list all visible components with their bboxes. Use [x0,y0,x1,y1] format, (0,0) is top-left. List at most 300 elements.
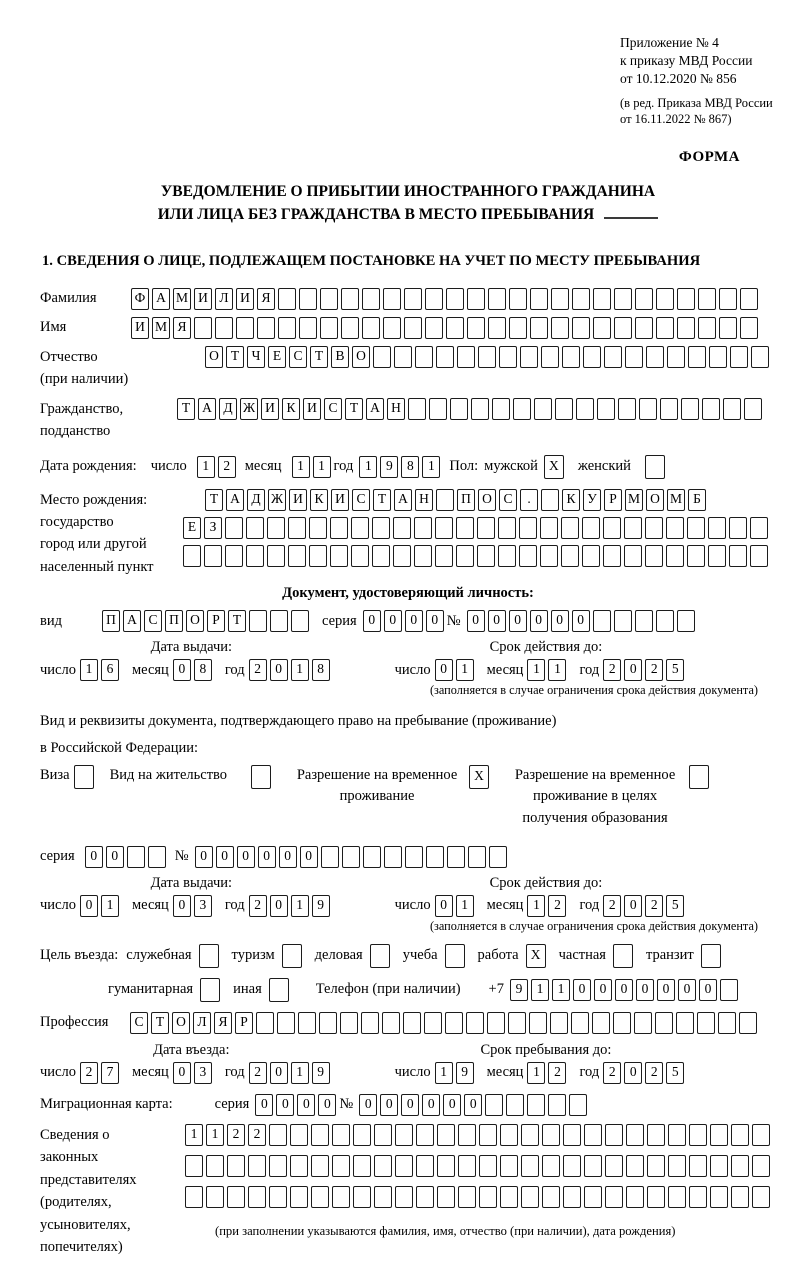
citizenship-char-box[interactable] [660,398,678,420]
citizenship-char-box[interactable] [555,398,573,420]
representatives-char-box[interactable] [290,1124,308,1146]
representatives-char-box[interactable] [269,1155,287,1177]
representatives-char-box[interactable] [248,1155,266,1177]
doc-number-box[interactable]: 0 [551,610,569,632]
birth-place-char-box[interactable] [330,517,348,539]
name-char-box[interactable] [614,317,632,339]
representatives-char-box[interactable] [584,1155,602,1177]
stay-day-box[interactable]: 9 [456,1062,474,1084]
representatives-char-box[interactable] [668,1186,686,1208]
identity-issue-month-box[interactable]: 8 [194,659,212,681]
name-char-box[interactable] [299,317,317,339]
residence-valid-month-box[interactable]: 1 [527,895,545,917]
surname-char-box[interactable] [362,288,380,310]
residence-number-box[interactable] [363,846,381,868]
identity-issue-year-box[interactable]: 0 [270,659,288,681]
residence-number-box[interactable]: 0 [258,846,276,868]
surname-char-box[interactable] [446,288,464,310]
birth-month-box[interactable]: 1 [313,456,331,478]
migration-series-box[interactable]: 0 [255,1094,273,1116]
migration-series-box[interactable]: 0 [318,1094,336,1116]
birth-place-char-box[interactable] [351,545,369,567]
representatives-char-box[interactable] [374,1186,392,1208]
representatives-char-box[interactable] [500,1155,518,1177]
citizenship-char-box[interactable] [471,398,489,420]
representatives-char-box[interactable] [374,1155,392,1177]
birth-place-char-box[interactable]: И [289,489,307,511]
name-char-box[interactable] [236,317,254,339]
identity-issue-year-box[interactable]: 8 [312,659,330,681]
name-char-box[interactable] [593,317,611,339]
birth-place-char-box[interactable] [414,545,432,567]
birth-place-char-box[interactable] [624,545,642,567]
purpose-private-box[interactable] [613,944,633,968]
surname-char-box[interactable] [551,288,569,310]
citizenship-char-box[interactable] [681,398,699,420]
birth-place-char-box[interactable] [204,545,222,567]
citizenship-char-box[interactable]: Ж [240,398,258,420]
surname-char-box[interactable] [320,288,338,310]
identity-issue-month-box[interactable]: 0 [173,659,191,681]
patronymic-char-box[interactable] [688,346,706,368]
representatives-char-box[interactable] [458,1155,476,1177]
surname-char-box[interactable]: Л [215,288,233,310]
birth-place-char-box[interactable] [666,517,684,539]
profession-char-box[interactable] [592,1012,610,1034]
representatives-char-box[interactable] [395,1186,413,1208]
birth-month-box[interactable]: 1 [292,456,310,478]
purpose-transit-box[interactable] [701,944,721,968]
doc-kind-char-box[interactable]: Р [207,610,225,632]
profession-char-box[interactable] [529,1012,547,1034]
doc-number-box[interactable] [656,610,674,632]
citizenship-char-box[interactable] [702,398,720,420]
doc-series-box[interactable]: 0 [426,610,444,632]
doc-kind-char-box[interactable] [270,610,288,632]
phone-digit-box[interactable]: 0 [678,979,696,1001]
birth-place-char-box[interactable]: Т [373,489,391,511]
representatives-char-box[interactable] [416,1155,434,1177]
name-char-box[interactable] [257,317,275,339]
citizenship-char-box[interactable] [744,398,762,420]
doc-number-box[interactable] [614,610,632,632]
patronymic-char-box[interactable] [583,346,601,368]
migration-number-box[interactable]: 0 [422,1094,440,1116]
citizenship-char-box[interactable]: И [303,398,321,420]
birth-place-char-box[interactable] [519,517,537,539]
citizenship-char-box[interactable] [450,398,468,420]
birth-place-char-box[interactable] [267,545,285,567]
surname-char-box[interactable] [467,288,485,310]
birth-place-char-box[interactable] [729,517,747,539]
birth-place-char-box[interactable] [729,545,747,567]
migration-number-box[interactable]: 0 [464,1094,482,1116]
representatives-char-box[interactable] [332,1186,350,1208]
citizenship-char-box[interactable]: А [366,398,384,420]
phone-digit-box[interactable]: 0 [636,979,654,1001]
birth-place-char-box[interactable] [393,545,411,567]
entry-year-box[interactable]: 9 [312,1062,330,1084]
visa-checkbox-box[interactable] [74,765,94,789]
representatives-char-box[interactable] [437,1186,455,1208]
citizenship-char-box[interactable] [492,398,510,420]
representatives-char-box[interactable] [626,1124,644,1146]
representatives-char-box[interactable] [542,1155,560,1177]
profession-char-box[interactable] [739,1012,757,1034]
name-char-box[interactable] [194,317,212,339]
representatives-char-box[interactable] [668,1124,686,1146]
birth-place-char-box[interactable]: О [478,489,496,511]
entry-day-box[interactable]: 7 [101,1062,119,1084]
representatives-char-box[interactable] [185,1186,203,1208]
representatives-char-box[interactable] [290,1155,308,1177]
profession-char-box[interactable]: С [130,1012,148,1034]
patronymic-char-box[interactable] [394,346,412,368]
patronymic-char-box[interactable]: Т [310,346,328,368]
name-char-box[interactable]: Я [173,317,191,339]
name-char-box[interactable] [656,317,674,339]
doc-number-box[interactable] [635,610,653,632]
profession-char-box[interactable] [445,1012,463,1034]
migration-number-box[interactable] [527,1094,545,1116]
profession-char-box[interactable]: Л [193,1012,211,1034]
birth-place-char-box[interactable] [246,545,264,567]
doc-kind-char-box[interactable]: А [123,610,141,632]
representatives-char-box[interactable] [731,1155,749,1177]
residence-valid-year-box[interactable]: 5 [666,895,684,917]
birth-place-char-box[interactable] [541,489,559,511]
representatives-char-box[interactable] [752,1124,770,1146]
doc-number-box[interactable]: 0 [509,610,527,632]
birth-place-char-box[interactable]: П [457,489,475,511]
surname-char-box[interactable] [341,288,359,310]
doc-series-box[interactable]: 0 [363,610,381,632]
citizenship-char-box[interactable] [408,398,426,420]
doc-series-box[interactable]: 0 [405,610,423,632]
patronymic-char-box[interactable] [457,346,475,368]
profession-char-box[interactable] [256,1012,274,1034]
phone-digit-box[interactable]: 0 [657,979,675,1001]
profession-char-box[interactable] [613,1012,631,1034]
stay-year-box[interactable]: 2 [603,1062,621,1084]
birth-place-char-box[interactable]: К [310,489,328,511]
residence-number-box[interactable] [489,846,507,868]
birth-place-char-box[interactable] [603,545,621,567]
surname-char-box[interactable] [278,288,296,310]
representatives-char-box[interactable] [542,1124,560,1146]
patronymic-char-box[interactable] [415,346,433,368]
surname-char-box[interactable] [656,288,674,310]
identity-valid-day-box[interactable]: 0 [435,659,453,681]
patronymic-char-box[interactable] [478,346,496,368]
profession-char-box[interactable]: Р [235,1012,253,1034]
patronymic-char-box[interactable] [373,346,391,368]
citizenship-char-box[interactable]: К [282,398,300,420]
surname-char-box[interactable] [740,288,758,310]
birth-place-char-box[interactable] [393,517,411,539]
representatives-char-box[interactable] [458,1124,476,1146]
birth-year-box[interactable]: 1 [422,456,440,478]
representatives-char-box[interactable] [710,1155,728,1177]
surname-char-box[interactable] [404,288,422,310]
identity-issue-day-box[interactable]: 1 [80,659,98,681]
representatives-char-box[interactable] [689,1186,707,1208]
migration-number-box[interactable]: 0 [443,1094,461,1116]
residence-number-box[interactable]: 0 [195,846,213,868]
representatives-char-box[interactable] [416,1186,434,1208]
birth-place-char-box[interactable] [582,545,600,567]
birth-place-char-box[interactable]: Т [205,489,223,511]
surname-char-box[interactable] [698,288,716,310]
representatives-char-box[interactable] [374,1124,392,1146]
entry-year-box[interactable]: 0 [270,1062,288,1084]
name-char-box[interactable] [467,317,485,339]
representatives-char-box[interactable] [605,1186,623,1208]
citizenship-char-box[interactable]: С [324,398,342,420]
birth-place-char-box[interactable] [666,545,684,567]
residence-series-box[interactable] [148,846,166,868]
birth-place-char-box[interactable] [708,517,726,539]
representatives-char-box[interactable] [311,1186,329,1208]
doc-kind-char-box[interactable]: О [186,610,204,632]
representatives-char-box[interactable] [563,1124,581,1146]
surname-char-box[interactable]: Ф [131,288,149,310]
surname-char-box[interactable] [425,288,443,310]
birth-place-char-box[interactable] [561,517,579,539]
citizenship-char-box[interactable] [639,398,657,420]
residence-issue-day-box[interactable]: 0 [80,895,98,917]
surname-char-box[interactable]: М [173,288,191,310]
patronymic-char-box[interactable]: Ч [247,346,265,368]
representatives-char-box[interactable] [689,1155,707,1177]
representatives-char-box[interactable] [185,1155,203,1177]
identity-valid-month-box[interactable]: 1 [527,659,545,681]
birth-place-char-box[interactable] [582,517,600,539]
birth-place-char-box[interactable] [624,517,642,539]
surname-char-box[interactable]: А [152,288,170,310]
patronymic-char-box[interactable] [646,346,664,368]
female-checkbox-box[interactable] [645,455,665,479]
name-char-box[interactable] [635,317,653,339]
surname-char-box[interactable] [488,288,506,310]
birth-place-char-box[interactable] [225,517,243,539]
surname-char-box[interactable]: И [194,288,212,310]
profession-char-box[interactable] [655,1012,673,1034]
citizenship-char-box[interactable] [513,398,531,420]
doc-kind-char-box[interactable] [291,610,309,632]
birth-place-char-box[interactable] [456,517,474,539]
birth-place-char-box[interactable] [288,517,306,539]
profession-char-box[interactable] [277,1012,295,1034]
name-char-box[interactable] [488,317,506,339]
birth-place-char-box[interactable]: И [331,489,349,511]
residence-permit-checkbox-box[interactable] [251,765,271,789]
doc-series-box[interactable]: 0 [384,610,402,632]
representatives-char-box[interactable] [437,1155,455,1177]
birth-place-char-box[interactable]: З [204,517,222,539]
residence-valid-year-box[interactable]: 0 [624,895,642,917]
surname-char-box[interactable] [299,288,317,310]
representatives-char-box[interactable] [626,1186,644,1208]
patronymic-char-box[interactable] [436,346,454,368]
profession-char-box[interactable] [424,1012,442,1034]
profession-char-box[interactable]: Я [214,1012,232,1034]
representatives-char-box[interactable] [584,1186,602,1208]
temp-residence-checkbox-box[interactable]: X [469,765,489,789]
residence-number-box[interactable] [384,846,402,868]
patronymic-char-box[interactable] [562,346,580,368]
name-char-box[interactable] [446,317,464,339]
birth-place-char-box[interactable] [288,545,306,567]
migration-number-box[interactable] [506,1094,524,1116]
surname-char-box[interactable] [719,288,737,310]
profession-char-box[interactable] [403,1012,421,1034]
residence-number-box[interactable] [405,846,423,868]
doc-number-box[interactable] [677,610,695,632]
birth-place-char-box[interactable] [456,545,474,567]
citizenship-char-box[interactable]: Т [345,398,363,420]
migration-number-box[interactable] [569,1094,587,1116]
name-char-box[interactable]: И [131,317,149,339]
representatives-char-box[interactable] [353,1186,371,1208]
doc-kind-char-box[interactable]: Т [228,610,246,632]
name-char-box[interactable] [362,317,380,339]
birth-place-char-box[interactable] [519,545,537,567]
birth-place-char-box[interactable]: Н [415,489,433,511]
representatives-char-box[interactable] [647,1124,665,1146]
residence-number-box[interactable] [447,846,465,868]
identity-valid-year-box[interactable]: 0 [624,659,642,681]
representatives-char-box[interactable] [332,1124,350,1146]
birth-place-char-box[interactable] [183,545,201,567]
surname-char-box[interactable]: И [236,288,254,310]
residence-issue-year-box[interactable]: 9 [312,895,330,917]
patronymic-char-box[interactable]: Е [268,346,286,368]
residence-number-box[interactable] [342,846,360,868]
representatives-char-box[interactable] [227,1155,245,1177]
citizenship-char-box[interactable]: Д [219,398,237,420]
representatives-char-box[interactable] [248,1186,266,1208]
entry-month-box[interactable]: 0 [173,1062,191,1084]
name-char-box[interactable] [341,317,359,339]
patronymic-char-box[interactable] [667,346,685,368]
birth-place-char-box[interactable] [540,545,558,567]
residence-valid-day-box[interactable]: 0 [435,895,453,917]
representatives-char-box[interactable] [311,1155,329,1177]
representatives-char-box[interactable] [605,1124,623,1146]
migration-series-box[interactable]: 0 [297,1094,315,1116]
birth-place-char-box[interactable] [498,517,516,539]
representatives-char-box[interactable] [479,1186,497,1208]
birth-place-char-box[interactable] [225,545,243,567]
birth-place-char-box[interactable] [498,545,516,567]
birth-place-char-box[interactable] [540,517,558,539]
patronymic-char-box[interactable]: С [289,346,307,368]
birth-place-char-box[interactable] [436,489,454,511]
name-char-box[interactable] [572,317,590,339]
name-char-box[interactable] [215,317,233,339]
migration-number-box[interactable]: 0 [380,1094,398,1116]
profession-char-box[interactable]: Т [151,1012,169,1034]
name-char-box[interactable] [677,317,695,339]
name-char-box[interactable] [530,317,548,339]
entry-day-box[interactable]: 2 [80,1062,98,1084]
profession-char-box[interactable] [382,1012,400,1034]
profession-char-box[interactable] [361,1012,379,1034]
identity-issue-year-box[interactable]: 1 [291,659,309,681]
migration-series-box[interactable]: 0 [276,1094,294,1116]
residence-series-box[interactable] [127,846,145,868]
patronymic-char-box[interactable] [730,346,748,368]
identity-valid-year-box[interactable]: 2 [645,659,663,681]
phone-digit-box[interactable]: 1 [552,979,570,1001]
doc-number-box[interactable]: 0 [572,610,590,632]
birth-day-box[interactable]: 1 [197,456,215,478]
migration-number-box[interactable] [548,1094,566,1116]
citizenship-char-box[interactable] [723,398,741,420]
residence-issue-month-box[interactable]: 0 [173,895,191,917]
representatives-char-box[interactable] [752,1186,770,1208]
purpose-business-box[interactable] [370,944,390,968]
profession-char-box[interactable] [634,1012,652,1034]
representatives-char-box[interactable] [626,1155,644,1177]
purpose-other-box[interactable] [269,978,289,1002]
stay-year-box[interactable]: 0 [624,1062,642,1084]
representatives-char-box[interactable] [521,1155,539,1177]
surname-char-box[interactable] [593,288,611,310]
representatives-char-box[interactable] [500,1186,518,1208]
representatives-char-box[interactable] [479,1124,497,1146]
representatives-char-box[interactable] [689,1124,707,1146]
patronymic-char-box[interactable] [520,346,538,368]
name-char-box[interactable] [740,317,758,339]
purpose-humanitarian-box[interactable] [200,978,220,1002]
doc-number-box[interactable]: 0 [530,610,548,632]
representatives-char-box[interactable] [269,1124,287,1146]
entry-month-box[interactable]: 3 [194,1062,212,1084]
representatives-char-box[interactable] [479,1155,497,1177]
identity-issue-day-box[interactable]: 6 [101,659,119,681]
citizenship-char-box[interactable]: И [261,398,279,420]
residence-number-box[interactable]: 0 [216,846,234,868]
residence-issue-year-box[interactable]: 0 [270,895,288,917]
representatives-char-box[interactable] [206,1186,224,1208]
birth-place-char-box[interactable] [750,545,768,567]
birth-place-char-box[interactable] [309,545,327,567]
representatives-char-box[interactable] [542,1186,560,1208]
representatives-char-box[interactable] [521,1186,539,1208]
residence-number-box[interactable] [468,846,486,868]
profession-char-box[interactable]: О [172,1012,190,1034]
birth-place-char-box[interactable] [246,517,264,539]
representatives-char-box[interactable] [563,1186,581,1208]
representatives-char-box[interactable] [416,1124,434,1146]
birth-place-char-box[interactable] [372,545,390,567]
surname-char-box[interactable] [530,288,548,310]
birth-place-char-box[interactable] [603,517,621,539]
representatives-char-box[interactable]: 1 [185,1124,203,1146]
representatives-char-box[interactable] [563,1155,581,1177]
phone-digit-box[interactable]: 0 [615,979,633,1001]
profession-char-box[interactable] [676,1012,694,1034]
name-char-box[interactable] [404,317,422,339]
birth-place-char-box[interactable]: С [352,489,370,511]
phone-digit-box[interactable]: 0 [594,979,612,1001]
representatives-char-box[interactable] [710,1124,728,1146]
birth-place-char-box[interactable] [645,517,663,539]
residence-issue-day-box[interactable]: 1 [101,895,119,917]
doc-number-box[interactable]: 0 [488,610,506,632]
